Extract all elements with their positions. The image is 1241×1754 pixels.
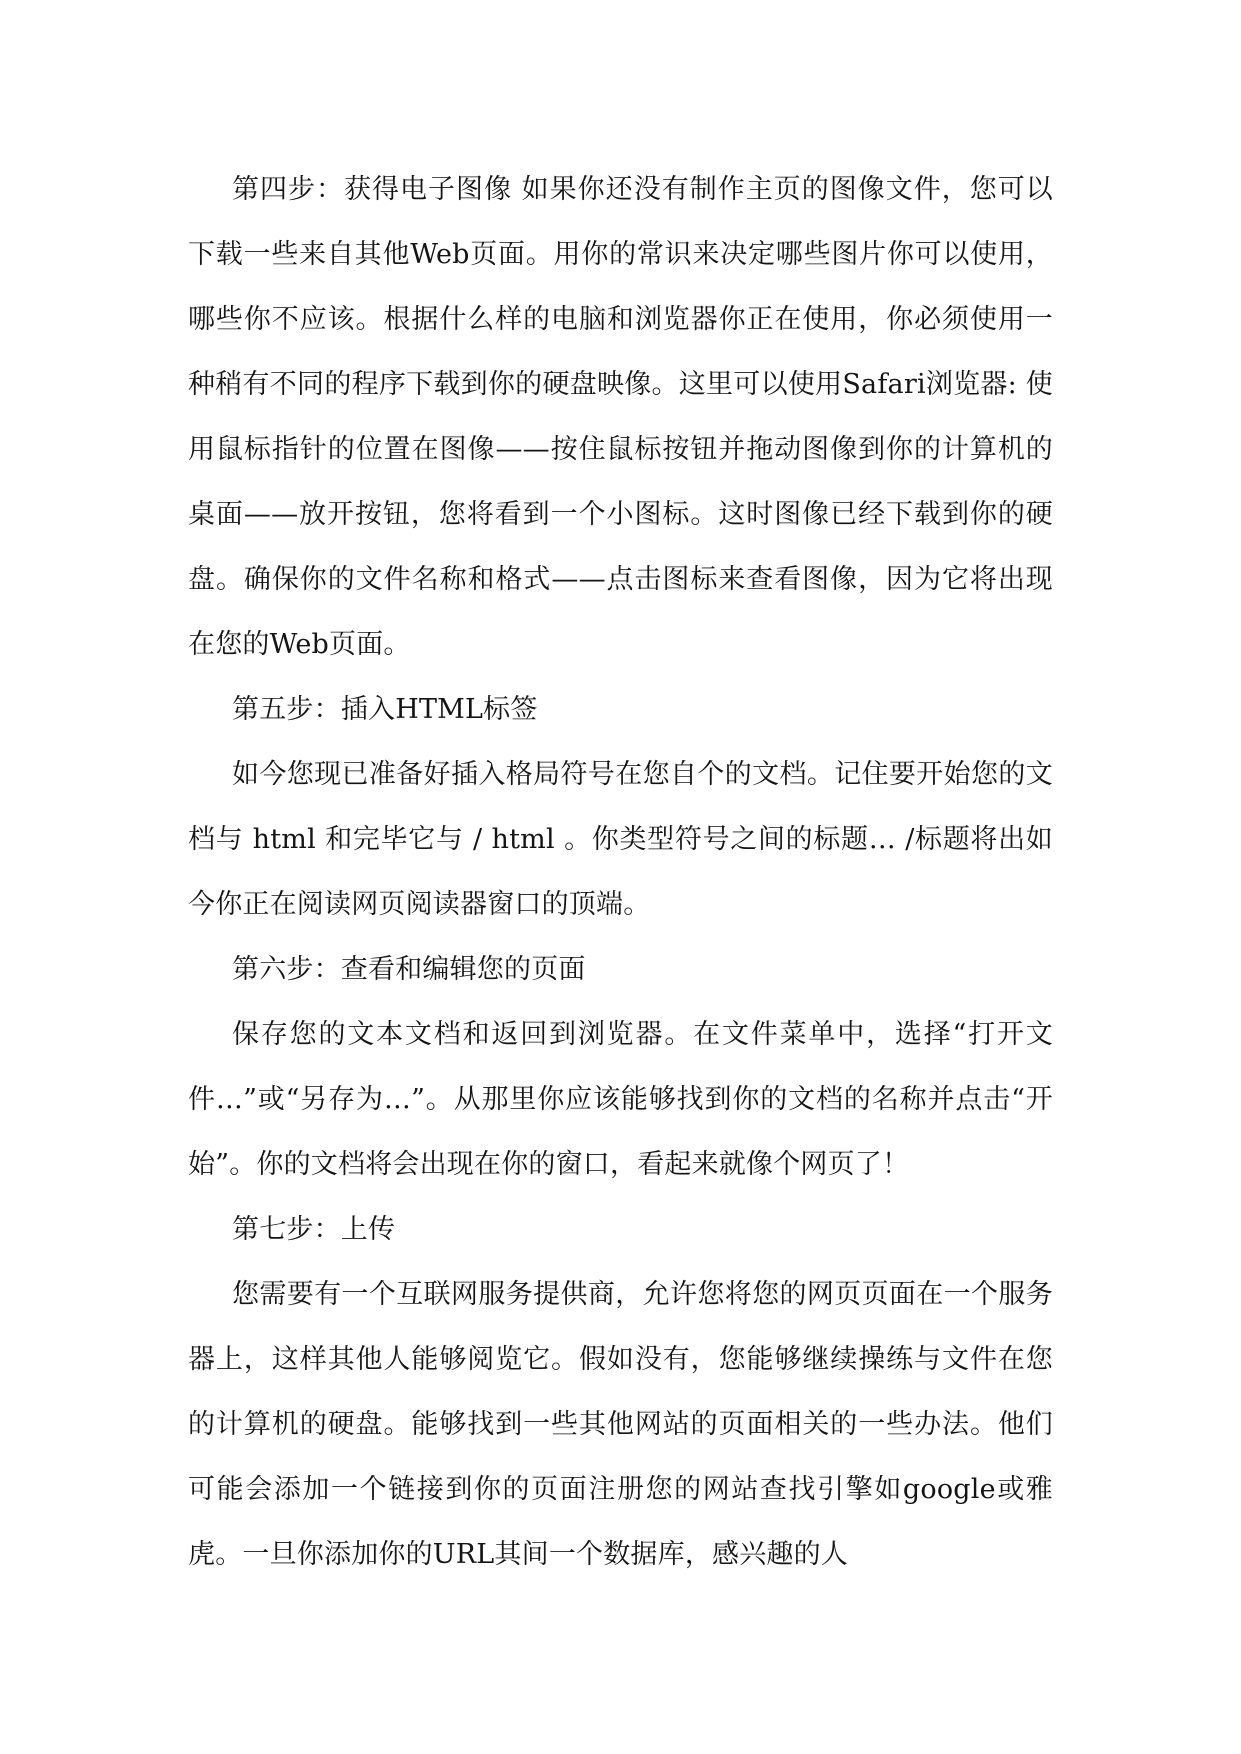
document-body bbox=[188, 157, 1053, 1587]
paragraph-step-five: 如今您现已准备好插入格局符号在您自个的文档。记住要开始您的文档与 html 和完毕它与 / html 。你类型符号之间的标题… /标题将出如今你正在阅读网页阅读器窗口的顶端。 bbox=[188, 759, 1053, 920]
paragraph-step-four: 第四步：获得电子图像 如果你还没有制作主页的图像文件，您可以下载一些来自其他Web页面。用你的常识来决定哪些图片你可以使用，哪些你不应该。根据什么样的电脑和浏览器你正在使用，你必须使用一种稍有不同的程序下载到你的硬盘映像。这里可以使用Safari浏览器: 使用鼠标指针的位置在图像——按住鼠标按钮并拖动图像到你的计算机的桌面——放开按钮，您将看到一个小图标。这时图像已经下载到你的硬盘。确保你的文件名称和格式——点击图标来查看图像，因为它将出现在您的Web页面。 bbox=[188, 174, 1053, 660]
paragraph-step-six: 保存您的文本文档和返回到浏览器。在文件菜单中，选择“打开文件…”或“另存为…”。从那里你应该能够找到你的文档的名称并点击“开始”。你的文档将会出现在你的窗口，看起来就像个网页了！ bbox=[188, 1019, 1053, 1180]
paragraph-step-seven: 您需要有一个互联网服务提供商，允许您将您的网页页面在一个服务器上，这样其他人能够阅览它。假如没有，您能够继续操练与文件在您的计算机的硬盘。能够找到一些其他网站的页面相关的一些办法。他们可能会添加一个链接到你的页面注册您的网站查找引擎如google或雅虎。一旦你添加你的URL其间一个数据库，感兴趣的人 bbox=[188, 1279, 1053, 1570]
heading-step-five: 第五步：插入HTML标签 bbox=[232, 694, 538, 725]
heading-step-six: 第六步：查看和编辑您的页面 bbox=[232, 954, 586, 985]
heading-step-seven: 第七步：上传 bbox=[232, 1214, 396, 1245]
